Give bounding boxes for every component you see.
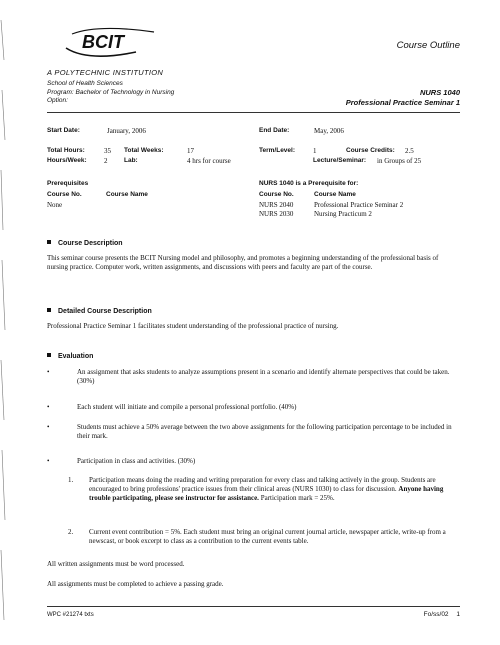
prereq-for-row-no: NURS 2030 xyxy=(259,210,294,218)
hours-week-label: Hours/Week: xyxy=(47,157,87,164)
end-date-label: End Date: xyxy=(259,127,290,134)
start-date-value: January, 2006 xyxy=(107,127,146,135)
option-label: Option: xyxy=(47,97,68,104)
list-item-text: Participation in class and activities. (30%) xyxy=(77,457,196,465)
list-item xyxy=(47,457,460,467)
item-text: Current event contribution = 5%. Each student must bring an original current journal article, newspaper article, write-up from a newscast, or book excerpt to class as a contribution to the current events table. xyxy=(89,528,446,545)
prereq-for-row-no: NURS 2040 xyxy=(259,201,294,209)
prereq-for-row-name: Nursing Practicum 2 xyxy=(314,210,372,218)
bullet-dot-icon: • xyxy=(47,423,50,431)
prereq-col-name: Course Name xyxy=(106,191,148,198)
prereq-for-title: NURS 1040 is a Prerequisite for: xyxy=(259,180,359,187)
detailed-title: Detailed Course Description xyxy=(58,308,152,315)
prereq-title: Prerequisites xyxy=(47,180,89,187)
prereq-col-no: Course No. xyxy=(47,191,82,198)
term-label: Term/Level: xyxy=(259,147,296,154)
item-number: 1. xyxy=(68,476,74,484)
list-item-text: An assignment that asks students to analyze assumptions present in a scenario and identify alternate perspectives that could be taken. (30%) xyxy=(77,368,450,385)
item-text-main: Participation means doing the reading and writing preparation for every class and talking actively in the group. Students are encouraged to bring professions' practice issues from their clinical areas (NURS 1030) to class for discussion. xyxy=(89,476,436,493)
total-hours-label: Total Hours: xyxy=(47,147,85,154)
total-weeks-label: Total Weeks: xyxy=(124,147,164,154)
term-value: 1 xyxy=(313,147,317,155)
bcit-logo xyxy=(58,22,168,62)
description-heading xyxy=(47,240,123,247)
bullet-dot-icon: • xyxy=(47,403,50,411)
bullet-square-icon xyxy=(47,353,51,357)
lecture-value: in Groups of 25 xyxy=(377,157,422,165)
header-divider xyxy=(47,112,460,113)
end-date-value: May, 2006 xyxy=(314,127,344,135)
prereq-for-row-name: Professional Practice Seminar 2 xyxy=(314,201,404,209)
evaluation-title: Evaluation xyxy=(58,353,94,360)
program-name: Program: Bachelor of Technology in Nursing xyxy=(47,88,175,96)
course-heading xyxy=(346,88,460,108)
course-title: Professional Practice Seminar 1 xyxy=(345,98,460,107)
list-item xyxy=(47,403,460,413)
note-passing-grade: All assignments must be completed to achieve a passing grade. xyxy=(47,580,224,588)
footer-doc-id: WPC #21274 txts xyxy=(47,612,94,618)
detailed-heading xyxy=(47,308,152,315)
credits-value: 2.5 xyxy=(405,147,414,155)
tagline: A POLYTECHNIC INSTITUTION xyxy=(47,68,164,77)
prereq-for-col-name: Course Name xyxy=(314,191,356,198)
footer-form-code: Fo/ss/02 xyxy=(423,611,449,618)
list-item xyxy=(47,368,460,388)
detailed-text: Professional Practice Seminar 1 facilitates student understanding of the professional practice of nursing. xyxy=(47,322,339,330)
doc-type: Course Outline xyxy=(396,40,460,51)
credits-label: Course Credits: xyxy=(346,147,395,154)
scan-edge-noise xyxy=(0,0,8,645)
footer-divider xyxy=(47,606,460,607)
logo-text: BCIT xyxy=(82,32,124,52)
item-text-bold: Anyone having trouble participating, please see instructor for assistance. xyxy=(89,484,444,502)
total-hours-value: 35 xyxy=(104,147,111,155)
note-word-processed: All written assignments must be word processed. xyxy=(47,560,185,568)
bullet-dot-icon: • xyxy=(47,457,50,465)
page-number: 1 xyxy=(456,611,460,618)
start-date-label: Start Date: xyxy=(47,127,80,134)
numbered-item xyxy=(68,476,460,516)
item-text-end: Participation mark = 25%. xyxy=(260,493,335,502)
numbered-item xyxy=(68,528,460,548)
prereq-none: None xyxy=(47,201,63,209)
hours-week-value: 2 xyxy=(104,157,108,165)
item-text xyxy=(89,476,460,502)
bullet-dot-icon: • xyxy=(47,368,50,376)
footer-page-info xyxy=(424,611,460,618)
description-text: This seminar course presents the BCIT Nursing model and philosophy, and promotes a beginning understanding of the professional basis of nursing practice. Computer work, written assignments, and discussions with peers and faculty are part of the course. xyxy=(47,254,439,271)
item-number: 2. xyxy=(68,528,74,536)
list-item-text: Students must achieve a 50% average between the two above assignments for the following participation percentage to be included in their mark. xyxy=(77,423,452,440)
list-item-text: Each student will initiate and compile a personal professional portfolio. (40%) xyxy=(77,403,297,411)
school-name: School of Health Sciences xyxy=(47,80,123,87)
list-item xyxy=(47,423,460,443)
course-code: NURS 1040 xyxy=(419,88,460,97)
bullet-square-icon xyxy=(47,240,51,244)
lab-value: 4 hrs for course xyxy=(187,157,231,165)
lecture-label: Lecture/Seminar: xyxy=(313,157,367,164)
bullet-square-icon xyxy=(47,308,51,312)
total-weeks-value: 17 xyxy=(187,147,194,155)
prereq-for-col-no: Course No. xyxy=(259,191,294,198)
description-title: Course Description xyxy=(58,240,123,247)
school-block xyxy=(47,80,174,106)
lab-label: Lab: xyxy=(124,157,138,164)
evaluation-heading xyxy=(47,353,93,360)
